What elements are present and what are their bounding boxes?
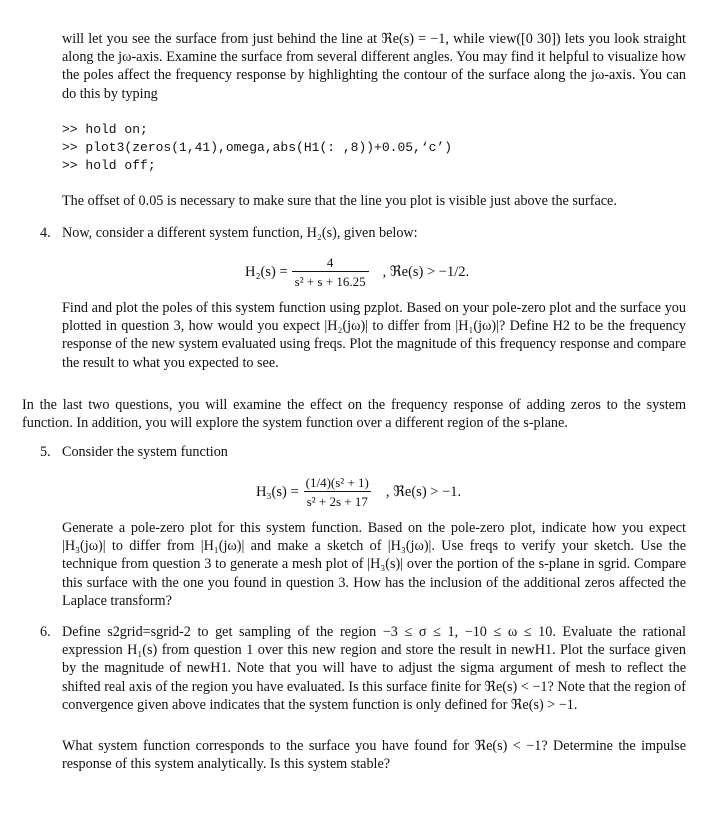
equation-fraction (292, 255, 369, 289)
equation-denominator: s² + 2s + 17 (304, 491, 371, 509)
intro-paragraph: will let you see the surface from just behind the line at ℜe(s) = −1, while view([0 30]) lets you look straight along the jω-axis. Examine the surface from several different angles. You may find it helpful to visualize how the poles affect the frequency response by highlighting the contour of the surface along the jω-axis. You can do this by typing (62, 31, 686, 102)
code-line: >> hold off; (62, 158, 156, 173)
equation-lhs: H₂(s) = (245, 263, 288, 280)
question-intro: Now, consider a different system function, H₂(s), given below: (62, 225, 418, 241)
question-number: 6. (40, 624, 51, 640)
section-paragraph: In the last two questions, you will examine the effect on the frequency response of adding zeros to the system function. In addition, you will explore the system function over a different region of the s-plane. (22, 397, 686, 432)
equation-roc: , ℜe(s) > −1. (385, 483, 462, 500)
question-number: 4. (40, 225, 51, 241)
equation-lhs: H₃(s) = (256, 483, 299, 500)
equation-h3 (256, 471, 461, 513)
equation-numerator: (1/4)(s² + 1) (305, 475, 369, 490)
question-body: Generate a pole-zero plot for this system function. Based on the pole-zero plot, indicate how you expect |H₃(jω)| to differ from |H₁(jω)| and make a sketch of |H₃(jω)|. Use freqs to verify your sketch. Use the technique from question 3 to generate a mesh plot of |H₃(s)| over the portion of the s-plane in sgrid. Compare this surface with the one you found in question 3. How has the inclusion of the additional zeros affected the Laplace transform? (62, 520, 686, 609)
question-body-2: What system function corresponds to the surface you have found for ℜe(s) < −1? Determine the impulse response of this system analytically. Is this system stable? (62, 738, 686, 773)
code-line: >> plot3(zeros(1,41),omega,abs(H1(: ,8))+0.05,‘c’) (62, 140, 453, 155)
question-body: Define s2grid=sgrid-2 to get sampling of the region −3 ≤ σ ≤ 1, −10 ≤ ω ≤ 10. Evaluate the rational expression H₁(s) from question 1 over this new region and store the result in newH1. Plot the surface given by the magnitude of newH1. Note that you will have to adjust the sigma argument of mesh to reflect the shifted real axis of the region you have evaluated. Is this surface finite for ℜe(s) < −1? Note that the region of convergence given above indicates that the system function is only defined for ℜe(s) > −1. (62, 624, 686, 713)
question-number: 5. (40, 444, 51, 460)
code-line: >> hold on; (62, 122, 148, 137)
equation-numerator: 4 (326, 255, 334, 270)
question-body: Find and plot the poles of this system function using pzplot. Based on your pole-zero plot and the surface you plotted in question 3, how would you expect |H₂(jω)| to differ from |H₁(jω)|? Define H2 to be the frequency response of the new system evaluated using freqs. Plot the magnitude of this frequency response and compare the result to what you expected to see. (62, 300, 686, 371)
question-intro: Consider the system function (62, 444, 228, 460)
equation-fraction (303, 475, 372, 509)
equation-h2 (245, 252, 469, 292)
offset-paragraph: The offset of 0.05 is necessary to make sure that the line you plot is visible just above the surface. (62, 193, 617, 209)
equation-denominator: s² + s + 16.25 (292, 271, 369, 289)
equation-roc: , ℜe(s) > −1/2. (382, 263, 470, 280)
